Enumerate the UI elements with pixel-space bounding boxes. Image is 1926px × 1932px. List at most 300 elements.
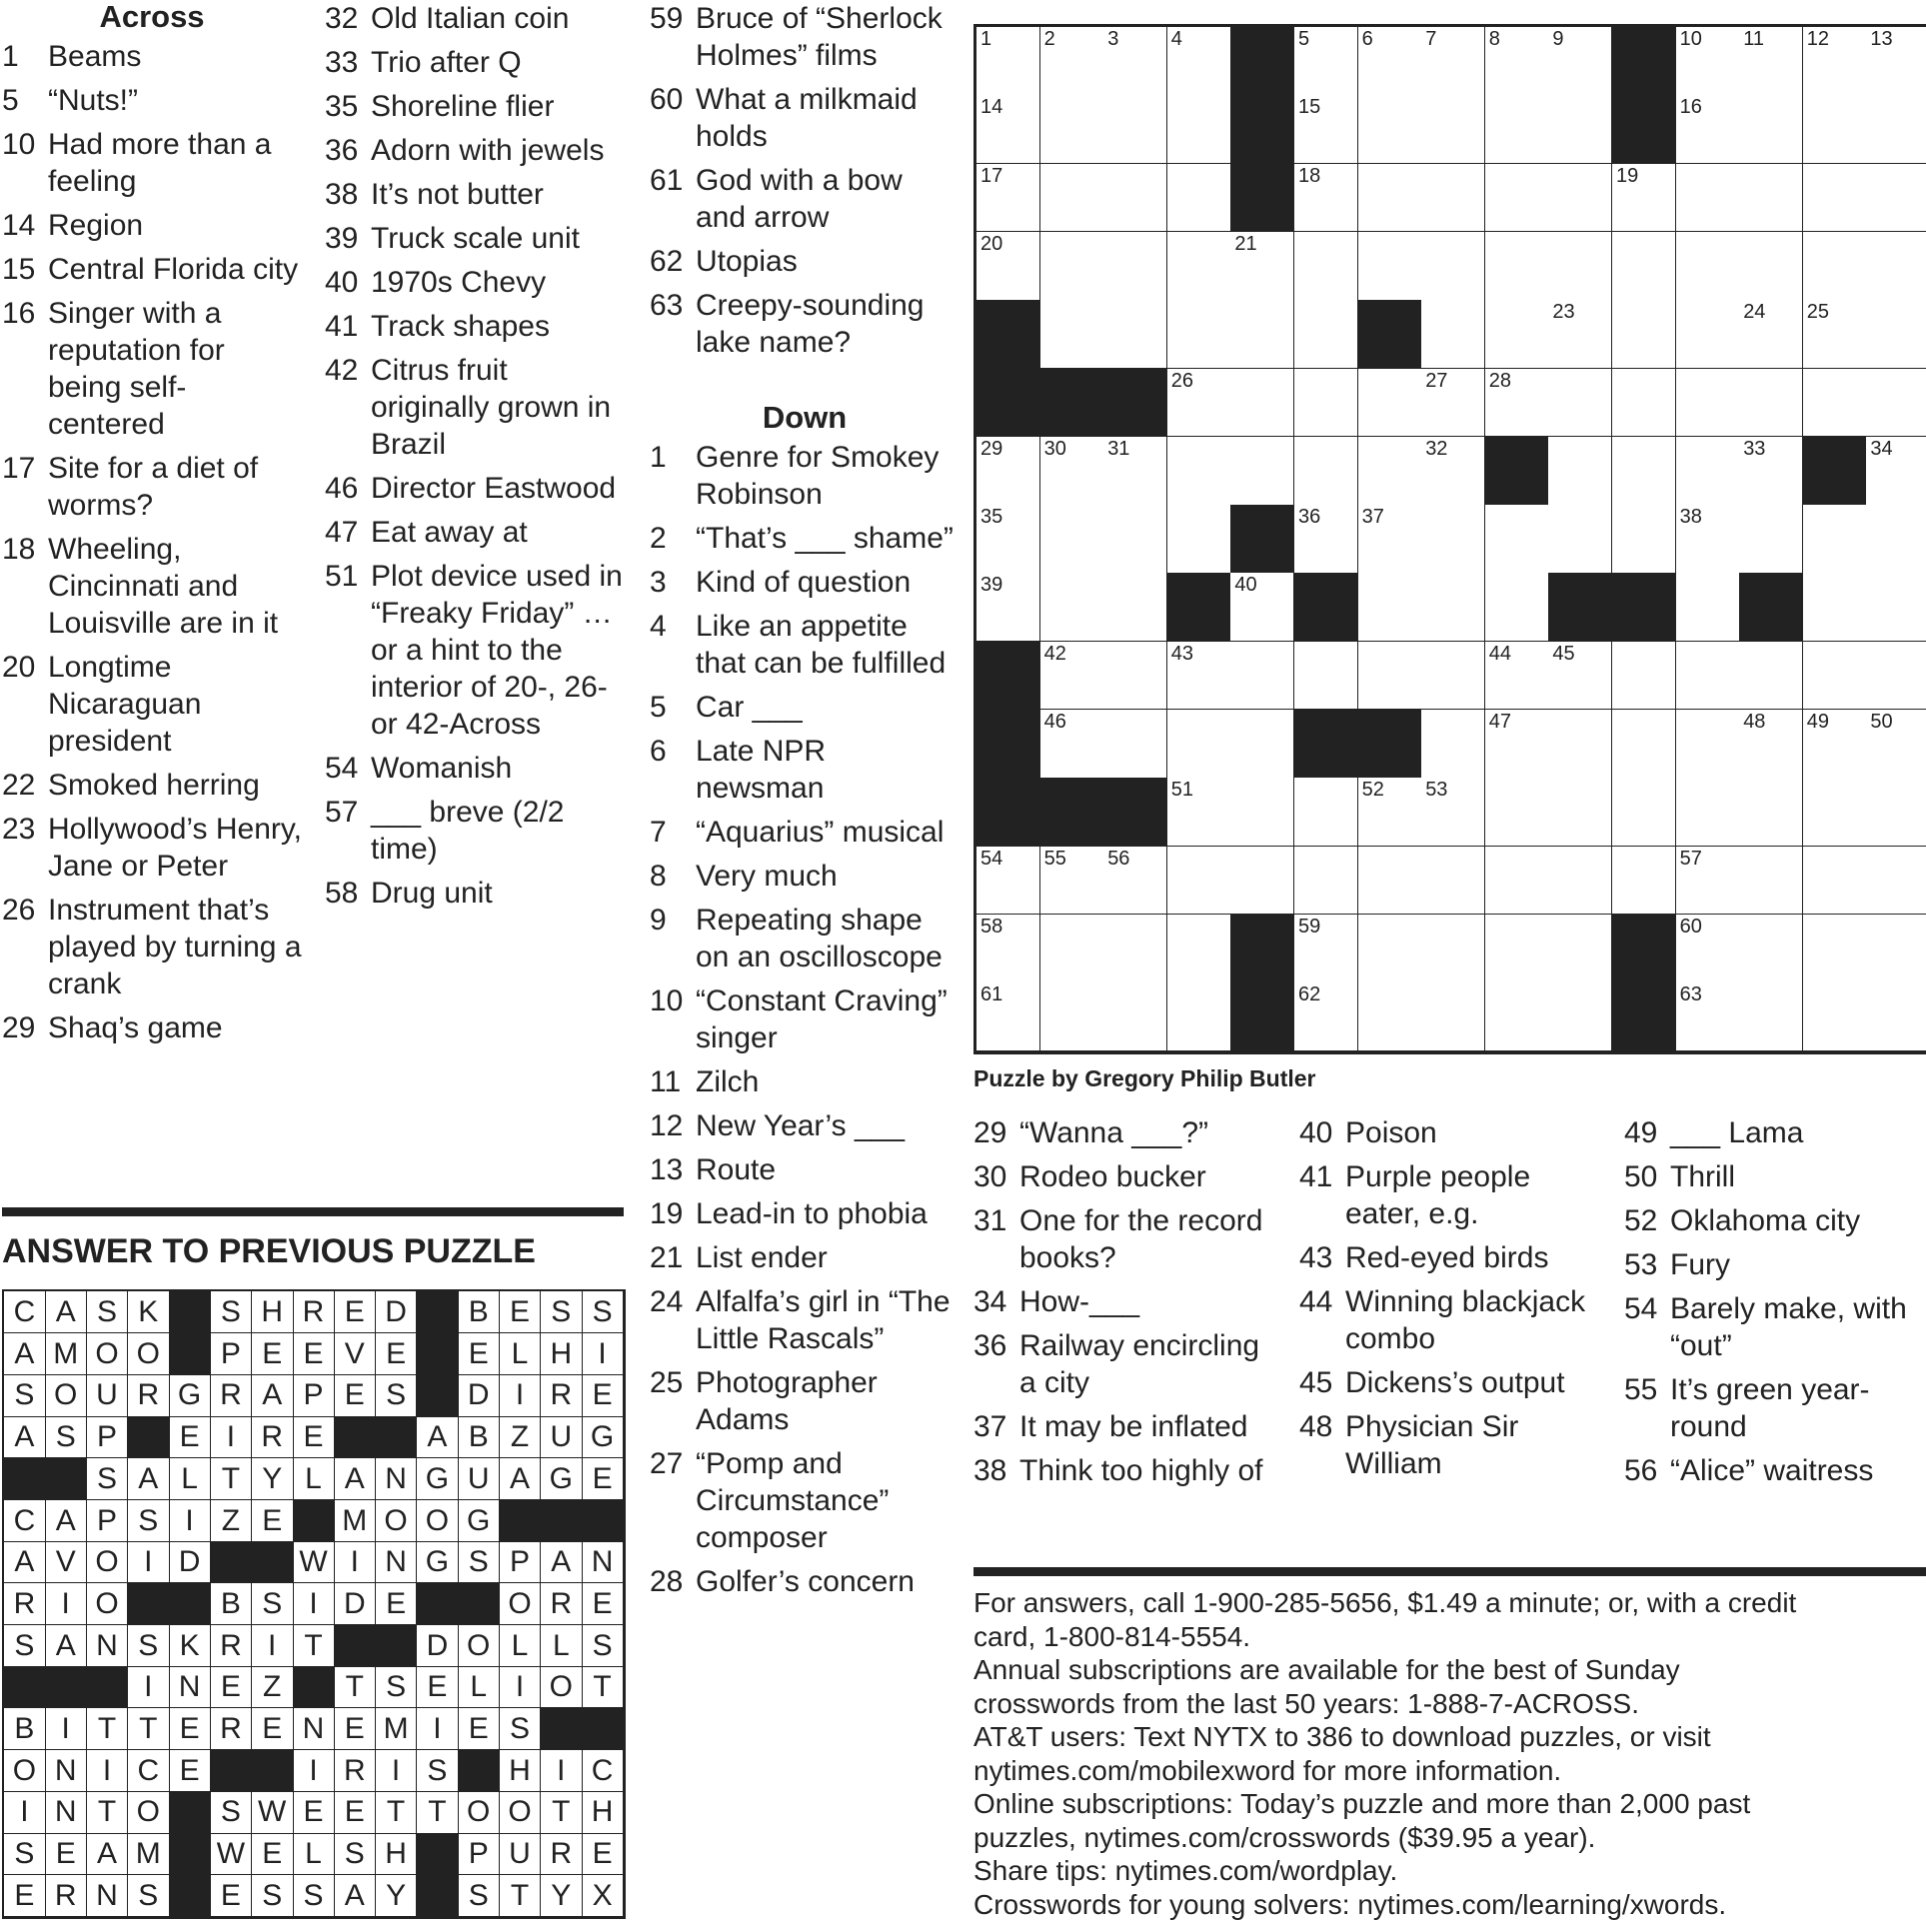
grid-cell[interactable] <box>1485 982 1549 1051</box>
grid-cell[interactable] <box>1358 369 1422 438</box>
grid-cell[interactable] <box>1167 710 1231 779</box>
grid-cell[interactable] <box>1421 982 1485 1051</box>
grid-cell[interactable] <box>1230 847 1294 916</box>
answer-cell: I <box>252 1625 294 1667</box>
grid-cell[interactable] <box>1040 505 1104 574</box>
grid-cell[interactable] <box>1103 915 1167 983</box>
cell-number: 16 <box>1679 96 1702 119</box>
answer-cell: I <box>334 1541 376 1583</box>
grid-cell[interactable] <box>1803 300 1867 369</box>
grid-cell[interactable] <box>1485 369 1549 438</box>
grid-cell[interactable] <box>1294 505 1358 574</box>
grid-cell[interactable] <box>1103 300 1167 369</box>
grid-cell[interactable] <box>1676 300 1740 369</box>
grid-cell[interactable] <box>1230 369 1294 438</box>
grid-cell[interactable] <box>1676 573 1740 642</box>
grid-cell[interactable] <box>1485 505 1549 574</box>
grid-cell[interactable] <box>1866 300 1926 369</box>
grid-cell[interactable] <box>1103 505 1167 574</box>
grid-cell[interactable] <box>1294 369 1358 438</box>
grid-cell[interactable] <box>1358 573 1422 642</box>
grid-cell[interactable] <box>1866 710 1926 779</box>
black-square <box>1103 369 1167 438</box>
clue-text: What a milkmaid holds <box>696 83 918 153</box>
footer-line: AT&T users: Text NYTX to 386 to download puzzles, or visit <box>973 1721 1711 1752</box>
grid-cell[interactable] <box>1612 300 1676 369</box>
clue-text: Drug unit <box>371 877 493 910</box>
clue-text: Creepy-sounding lake name? <box>696 289 925 359</box>
answer-cell: R <box>541 1374 583 1416</box>
grid-cell[interactable] <box>1485 300 1549 369</box>
clue-item <box>650 1151 960 1188</box>
grid-cell[interactable] <box>1230 300 1294 369</box>
grid-cell[interactable] <box>1421 573 1485 642</box>
grid-cell[interactable] <box>976 437 1040 506</box>
grid-cell[interactable] <box>1421 778 1485 847</box>
grid-cell[interactable] <box>1040 847 1104 916</box>
answer-cell: T <box>541 1791 583 1833</box>
answer-cell: R <box>211 1625 253 1667</box>
cell-number: 4 <box>1170 28 1182 50</box>
grid-cell[interactable] <box>1103 164 1167 233</box>
grid-cell[interactable] <box>1485 778 1549 847</box>
answer-cell: O <box>500 1791 542 1833</box>
grid-cell[interactable] <box>1866 232 1926 301</box>
clue-item <box>650 733 960 807</box>
grid-cell[interactable] <box>1167 232 1231 301</box>
clue-number: 11 <box>650 1065 682 1098</box>
grid-cell[interactable] <box>1739 505 1803 574</box>
grid-cell[interactable] <box>1803 369 1867 438</box>
cell-number: 6 <box>1361 28 1373 50</box>
grid-cell[interactable] <box>1739 437 1803 506</box>
grid-cell[interactable] <box>1676 505 1740 574</box>
grid-cell[interactable] <box>1294 300 1358 369</box>
grid-cell[interactable] <box>1612 778 1676 847</box>
grid-cell[interactable] <box>1294 164 1358 233</box>
answer-cell: H <box>252 1291 294 1333</box>
answer-black-square <box>169 1833 211 1875</box>
grid-cell[interactable] <box>1548 778 1612 847</box>
grid-cell[interactable] <box>1421 710 1485 779</box>
grid-cell[interactable] <box>1167 915 1231 983</box>
grid-cell[interactable] <box>1103 982 1167 1051</box>
clue-number: 29 <box>973 1116 1007 1149</box>
grid-cell[interactable] <box>1803 164 1867 233</box>
grid-cell[interactable] <box>1803 847 1867 916</box>
cell-number: 57 <box>1679 847 1702 870</box>
grid-cell[interactable] <box>1676 27 1740 96</box>
answer-cell: E <box>500 1291 542 1333</box>
grid-cell[interactable] <box>1103 232 1167 301</box>
grid-cell[interactable] <box>976 505 1040 574</box>
grid-cell[interactable] <box>976 982 1040 1051</box>
grid-cell[interactable] <box>1485 232 1549 301</box>
cell-number: 28 <box>1488 369 1512 392</box>
grid-cell[interactable] <box>1866 982 1926 1051</box>
grid-cell[interactable] <box>1040 95 1104 164</box>
clue-number: 33 <box>325 46 359 79</box>
grid-cell[interactable] <box>1485 27 1549 96</box>
grid-cell[interactable] <box>1167 95 1231 164</box>
grid-cell[interactable] <box>1167 505 1231 574</box>
clue-text: “Aquarius” musical <box>696 816 945 849</box>
answer-cell: H <box>500 1750 542 1792</box>
answer-cell: S <box>87 1458 129 1500</box>
grid-cell[interactable] <box>1421 164 1485 233</box>
grid-cell[interactable] <box>1866 847 1926 916</box>
answer-cell: R <box>211 1374 253 1416</box>
grid-cell[interactable] <box>1739 710 1803 779</box>
clue-text: Trio after Q <box>371 46 522 79</box>
grid-cell[interactable] <box>1358 982 1422 1051</box>
grid-cell[interactable] <box>1421 95 1485 164</box>
grid-cell[interactable] <box>1167 642 1231 711</box>
grid-cell[interactable] <box>1167 778 1231 847</box>
clue-number: 5 <box>650 691 667 724</box>
grid-cell[interactable] <box>1485 164 1549 233</box>
grid-cell[interactable] <box>1612 710 1676 779</box>
grid-cell[interactable] <box>1612 232 1676 301</box>
grid-cell[interactable] <box>1803 505 1867 574</box>
grid-cell[interactable] <box>1676 982 1740 1051</box>
clue-text: Dickens’s output <box>1345 1366 1565 1399</box>
grid-cell[interactable] <box>1485 642 1549 711</box>
grid-cell[interactable] <box>1676 437 1740 506</box>
grid-cell[interactable] <box>1040 915 1104 983</box>
grid-cell[interactable] <box>1040 710 1104 779</box>
grid-cell[interactable] <box>1803 915 1867 983</box>
grid-cell[interactable] <box>976 164 1040 233</box>
grid-cell[interactable] <box>1676 778 1740 847</box>
answer-cell: R <box>45 1875 87 1917</box>
grid-cell[interactable] <box>1167 369 1231 438</box>
clue-number: 36 <box>325 134 359 167</box>
grid-cell[interactable] <box>1612 847 1676 916</box>
grid-cell[interactable] <box>1803 982 1867 1051</box>
footer-line: card, 1-800-814-5554. <box>973 1620 1251 1652</box>
clue-item <box>650 814 960 851</box>
answer-cell: T <box>211 1458 253 1500</box>
answer-cell: C <box>582 1750 624 1792</box>
grid-cell[interactable] <box>1676 164 1740 233</box>
answer-cell: A <box>334 1458 376 1500</box>
grid-cell[interactable] <box>1739 95 1803 164</box>
answer-cell: N <box>45 1750 87 1792</box>
grid-cell[interactable] <box>1230 573 1294 642</box>
grid-cell[interactable] <box>1739 300 1803 369</box>
clue-text: ___ breve (2/2 time) <box>371 796 565 866</box>
grid-cell[interactable] <box>1803 27 1867 96</box>
grid-cell[interactable] <box>1739 642 1803 711</box>
clue-item <box>325 794 630 868</box>
grid-cell[interactable] <box>1676 642 1740 711</box>
clue-text: Zilch <box>696 1065 760 1098</box>
answer-cell: Z <box>211 1500 253 1542</box>
answer-cell: O <box>87 1333 129 1375</box>
grid-cell[interactable] <box>1103 27 1167 96</box>
grid-cell[interactable] <box>1103 437 1167 506</box>
grid-cell[interactable] <box>1485 710 1549 779</box>
footer-line: Share tips: nytimes.com/wordplay. <box>973 1855 1398 1886</box>
grid-cell[interactable] <box>1548 915 1612 983</box>
answer-black-square <box>541 1708 583 1750</box>
answer-cell: S <box>211 1791 253 1833</box>
across-down-clues-column-3 <box>650 0 960 1607</box>
grid-cell[interactable] <box>1548 505 1612 574</box>
grid-cell[interactable] <box>1230 642 1294 711</box>
grid-cell[interactable] <box>1294 232 1358 301</box>
cell-number: 30 <box>1043 437 1066 460</box>
grid-cell[interactable] <box>1612 369 1676 438</box>
grid-cell[interactable] <box>1040 232 1104 301</box>
cell-number: 61 <box>980 983 1003 1006</box>
grid-cell[interactable] <box>1167 847 1231 916</box>
grid-cell[interactable] <box>1230 437 1294 506</box>
grid-cell[interactable] <box>1040 437 1104 506</box>
clue-number: 41 <box>1299 1160 1333 1193</box>
answer-cell: E <box>376 1333 418 1375</box>
grid-cell[interactable] <box>1421 232 1485 301</box>
grid-cell[interactable] <box>1739 369 1803 438</box>
grid-cell[interactable] <box>1739 847 1803 916</box>
answer-grid <box>2 1289 626 1919</box>
grid-cell[interactable] <box>1294 915 1358 983</box>
grid-cell[interactable] <box>1040 573 1104 642</box>
black-square <box>1230 27 1294 96</box>
grid-cell[interactable] <box>1167 300 1231 369</box>
grid-cell[interactable] <box>1676 915 1740 983</box>
grid-cell[interactable] <box>1040 982 1104 1051</box>
grid-cell[interactable] <box>1548 847 1612 916</box>
clue-item <box>1624 1246 1924 1283</box>
grid-cell[interactable] <box>1612 437 1676 506</box>
clue-number: 58 <box>325 877 359 910</box>
clue-item <box>650 1239 960 1276</box>
grid-cell[interactable] <box>1421 369 1485 438</box>
answer-cell: D <box>417 1625 459 1667</box>
answer-cell: S <box>417 1750 459 1792</box>
grid-cell[interactable] <box>976 95 1040 164</box>
grid-cell[interactable] <box>1421 437 1485 506</box>
grid-cell[interactable] <box>1294 778 1358 847</box>
grid-cell[interactable] <box>1803 710 1867 779</box>
grid-cell[interactable] <box>1230 232 1294 301</box>
grid-cell[interactable] <box>1739 982 1803 1051</box>
grid-cell[interactable] <box>1548 642 1612 711</box>
grid-cell[interactable] <box>976 847 1040 916</box>
clue-text: God with a bow and arrow <box>696 164 903 234</box>
grid-cell[interactable] <box>976 573 1040 642</box>
cell-number: 49 <box>1806 711 1830 733</box>
grid-cell[interactable] <box>1358 232 1422 301</box>
grid-cell[interactable] <box>1803 232 1867 301</box>
grid-cell[interactable] <box>1676 847 1740 916</box>
clue-item <box>1299 1364 1609 1401</box>
answer-cell: I <box>541 1750 583 1792</box>
grid-cell[interactable] <box>1866 642 1926 711</box>
black-square <box>1230 95 1294 164</box>
clue-text: Track shapes <box>371 310 550 343</box>
grid-cell[interactable] <box>1739 232 1803 301</box>
grid-cell[interactable] <box>1358 27 1422 96</box>
grid-cell[interactable] <box>1548 232 1612 301</box>
answer-black-square <box>293 1500 335 1542</box>
grid-cell[interactable] <box>1103 573 1167 642</box>
grid-cell[interactable] <box>1167 437 1231 506</box>
grid-cell[interactable] <box>1358 95 1422 164</box>
grid-cell[interactable] <box>1866 27 1926 96</box>
grid-cell[interactable] <box>1866 437 1926 506</box>
grid-cell[interactable] <box>1040 642 1104 711</box>
grid-cell[interactable] <box>1167 27 1231 96</box>
answer-cell: O <box>541 1666 583 1708</box>
grid-cell[interactable] <box>976 915 1040 983</box>
clue-number: 32 <box>325 2 359 35</box>
grid-cell[interactable] <box>1548 982 1612 1051</box>
cell-number: 59 <box>1298 915 1321 938</box>
answer-cell: S <box>582 1291 624 1333</box>
grid-cell[interactable] <box>1358 437 1422 506</box>
grid-cell[interactable] <box>1548 300 1612 369</box>
answer-cell: G <box>458 1500 500 1542</box>
grid-cell[interactable] <box>1103 710 1167 779</box>
grid-cell[interactable] <box>1040 300 1104 369</box>
grid-cell[interactable] <box>1803 95 1867 164</box>
grid-cell[interactable] <box>1676 710 1740 779</box>
footer-line: Online subscriptions: Today’s puzzle and more than 2,000 past <box>973 1788 1751 1819</box>
grid-cell[interactable] <box>1294 27 1358 96</box>
answer-cell: T <box>500 1875 542 1917</box>
clue-number: 18 <box>2 533 36 566</box>
grid-cell[interactable] <box>1548 164 1612 233</box>
grid-cell[interactable] <box>1548 27 1612 96</box>
clue-text: Plot device used in “Freaky Friday” … or a hint to the interior of 20-, 26- or 42-Across <box>371 560 623 741</box>
grid-cell[interactable] <box>1676 95 1740 164</box>
black-square <box>976 778 1040 847</box>
grid-cell[interactable] <box>1358 505 1422 574</box>
grid-cell[interactable] <box>1421 642 1485 711</box>
grid-cell[interactable] <box>976 27 1040 96</box>
clue-text: Had more than a feeling <box>48 128 272 198</box>
answer-cell: N <box>582 1541 624 1583</box>
grid-cell[interactable] <box>1866 164 1926 233</box>
grid-cell[interactable] <box>1548 95 1612 164</box>
grid-cell[interactable] <box>1167 164 1231 233</box>
answer-cell: S <box>252 1875 294 1917</box>
grid-cell[interactable] <box>1739 164 1803 233</box>
grid-cell[interactable] <box>1358 915 1422 983</box>
grid-cell[interactable] <box>1040 164 1104 233</box>
clue-number: 44 <box>1299 1285 1333 1318</box>
clue-text: Truck scale unit <box>371 222 580 255</box>
clue-text: Red-eyed birds <box>1345 1241 1549 1274</box>
grid-cell[interactable] <box>1358 847 1422 916</box>
grid-cell[interactable] <box>1485 573 1549 642</box>
grid-cell[interactable] <box>1294 95 1358 164</box>
grid-cell[interactable] <box>1866 369 1926 438</box>
grid-cell[interactable] <box>1676 232 1740 301</box>
grid-cell[interactable] <box>1739 915 1803 983</box>
grid-cell[interactable] <box>1803 573 1867 642</box>
clue-number: 26 <box>2 894 36 927</box>
grid-cell[interactable] <box>1548 710 1612 779</box>
grid-cell[interactable] <box>1040 27 1104 96</box>
clue-number: 56 <box>1624 1454 1658 1487</box>
clue-item <box>325 264 630 301</box>
grid-cell[interactable] <box>1612 642 1676 711</box>
grid-cell[interactable] <box>1485 95 1549 164</box>
grid-cell[interactable] <box>1866 95 1926 164</box>
grid-cell[interactable] <box>1803 778 1867 847</box>
cell-number: 10 <box>1679 28 1702 50</box>
grid-cell[interactable] <box>1866 778 1926 847</box>
grid-cell[interactable] <box>1866 573 1926 642</box>
clue-number: 24 <box>650 1285 684 1318</box>
grid-cell[interactable] <box>976 232 1040 301</box>
grid-cell[interactable] <box>1294 642 1358 711</box>
grid-cell[interactable] <box>1421 915 1485 983</box>
answer-cell: B <box>4 1708 46 1750</box>
clue-number: 55 <box>1624 1373 1658 1406</box>
grid-cell[interactable] <box>1103 95 1167 164</box>
grid-cell[interactable] <box>1421 300 1485 369</box>
grid-cell[interactable] <box>1421 847 1485 916</box>
grid-cell[interactable] <box>1485 915 1549 983</box>
cell-number: 62 <box>1298 983 1321 1006</box>
clue-number: 36 <box>973 1329 1007 1362</box>
answer-black-square <box>252 1541 294 1583</box>
clue-number: 2 <box>650 522 667 555</box>
answer-cell: S <box>252 1583 294 1625</box>
grid-cell[interactable] <box>1103 847 1167 916</box>
answer-cell: I <box>128 1541 170 1583</box>
grid-cell[interactable] <box>1103 642 1167 711</box>
grid-cell[interactable] <box>1739 778 1803 847</box>
grid-cell[interactable] <box>1866 915 1926 983</box>
clue-item <box>1299 1114 1609 1151</box>
grid-cell[interactable] <box>1548 437 1612 506</box>
grid-cell[interactable] <box>1485 847 1549 916</box>
clue-item <box>650 1364 960 1438</box>
grid-cell[interactable] <box>1676 369 1740 438</box>
grid-cell[interactable] <box>1358 778 1422 847</box>
grid-cell[interactable] <box>1803 642 1867 711</box>
grid-cell[interactable] <box>1167 982 1231 1051</box>
answer-cell: B <box>211 1583 253 1625</box>
grid-cell[interactable] <box>1294 847 1358 916</box>
grid-cell[interactable] <box>1358 642 1422 711</box>
grid-cell[interactable] <box>1612 505 1676 574</box>
grid-cell[interactable] <box>1294 982 1358 1051</box>
grid-cell[interactable] <box>1866 505 1926 574</box>
cell-number: 33 <box>1743 437 1766 460</box>
grid-cell[interactable] <box>1421 505 1485 574</box>
grid-cell[interactable] <box>1230 778 1294 847</box>
answer-cell: I <box>417 1708 459 1750</box>
answer-cell: O <box>417 1500 459 1542</box>
grid-cell[interactable] <box>1739 27 1803 96</box>
grid-cell[interactable] <box>1548 369 1612 438</box>
grid-cell[interactable] <box>1294 437 1358 506</box>
grid-cell[interactable] <box>1358 164 1422 233</box>
grid-cell[interactable] <box>1421 27 1485 96</box>
answer-cell: E <box>582 1583 624 1625</box>
grid-cell[interactable] <box>1230 710 1294 779</box>
clue-item <box>325 0 630 37</box>
answer-cell: A <box>45 1291 87 1333</box>
grid-cell[interactable] <box>1612 164 1676 233</box>
